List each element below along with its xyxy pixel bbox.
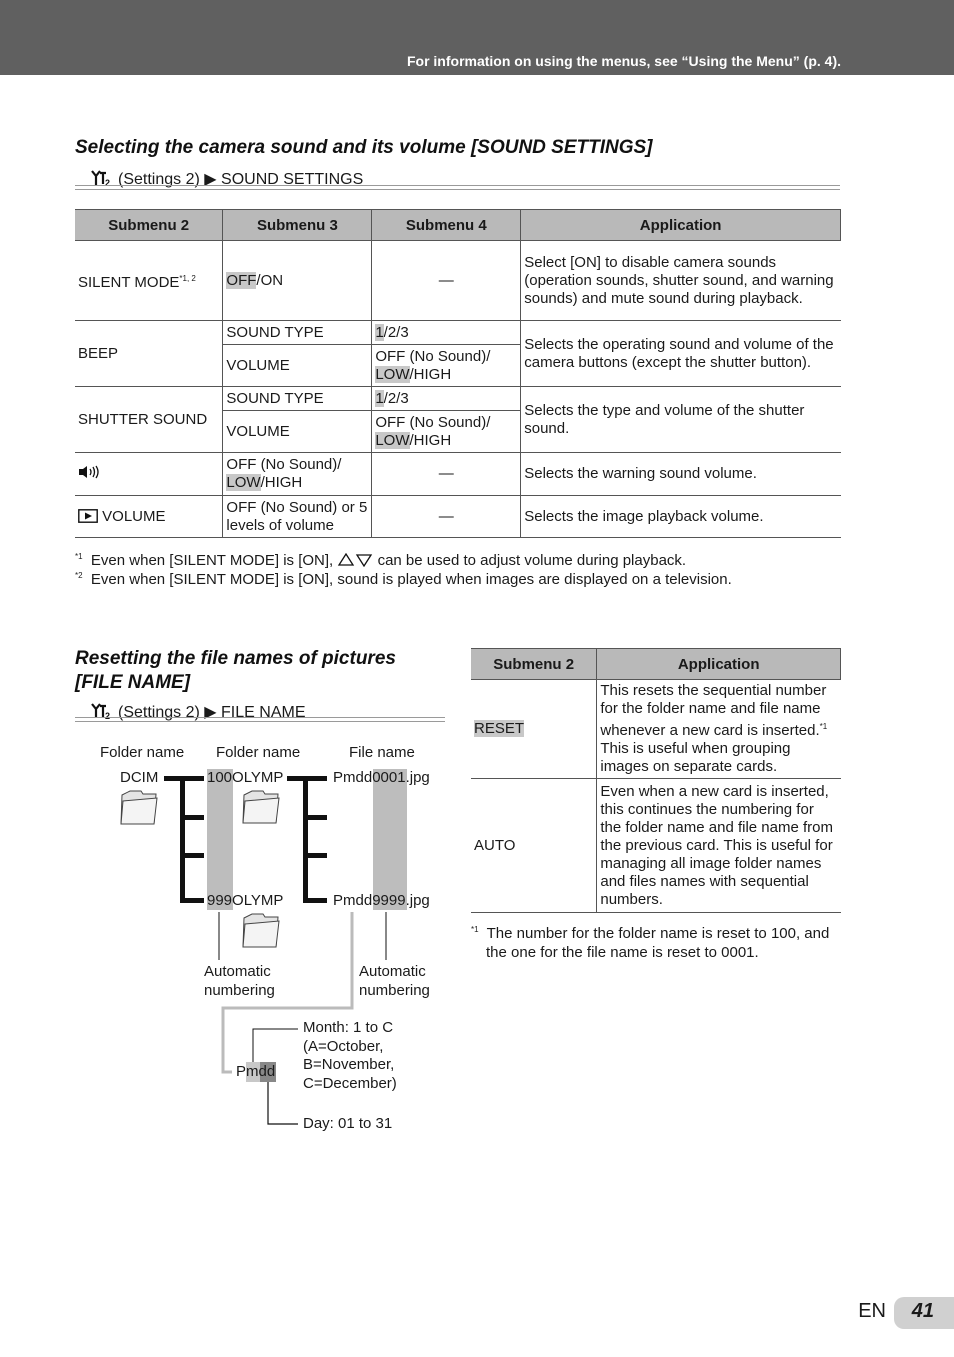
table-header-row [471, 649, 841, 680]
warning-app: Selects the warning sound volume. [521, 453, 841, 496]
col-folder-name-1: Folder name [100, 744, 185, 761]
file-name-footnote: $^{*1}$ The number for the folder name is reset to 100, and the one for the file name is reset to 0001. [471, 925, 830, 961]
playback-volume-label: VOLUME [102, 507, 166, 525]
svg-text:2: 2 [105, 711, 111, 720]
auto-app: Even when a new card is inserted, this continues the numbering for the folder name and file name from the previous card. This is useful for managing all image folder names and files names with sequential numbers. [597, 779, 841, 913]
sound-footnote-1: $^{*1}$ Even when [SILENT MODE] is [ON], can be used to adjust volume during playback. [75, 552, 687, 569]
auto-numbering-folder: Automatic numbering [204, 963, 275, 999]
folder-icon [243, 914, 279, 947]
dash-cell: — [372, 453, 521, 496]
shutter-sound-type: SOUND TYPE [223, 387, 372, 411]
col-header: Submenu 2 [471, 649, 597, 680]
header-note: For information on using the menus, see “Using the Menu” (p. 4). [406, 53, 841, 69]
col-header: Submenu 4 [372, 210, 521, 241]
beep-type-options: 1/2/3 [372, 321, 521, 345]
silent-options: OFF/ON [223, 241, 372, 321]
beep-cell: BEEP [75, 321, 223, 387]
crumb-settings: (Settings 2) [118, 704, 200, 721]
beep-volume-options: OFF (No Sound)/ LOW/HIGH [372, 345, 521, 387]
beep-volume: VOLUME [223, 345, 372, 387]
dash-cell: — [372, 241, 521, 321]
pmdd-label: Pmdd [236, 1063, 276, 1080]
reset-app: This resets the sequential number for the folder name and file name whenever a new card is inserted.$^{*1}$ This is useful when grouping images on separate cards. [597, 680, 841, 779]
col-header: Submenu 3 [223, 210, 372, 241]
sound-settings-title: Selecting the camera sound and its volume [SOUND SETTINGS] [75, 137, 653, 158]
table-row-auto [471, 779, 841, 913]
playback-app: Selects the image playback volume. [521, 496, 841, 538]
file-number-band [373, 769, 407, 910]
auto-numbering-file: Automatic numbering [359, 963, 430, 999]
silent-app: Select [ON] to disable camera sounds (operation sounds, shutter sound, and warning sounds) and mute sound during playback. [521, 241, 841, 321]
reset-cell: RESET [471, 680, 597, 779]
folder-number-band [207, 769, 233, 910]
shutter-type-options: 1/2/3 [372, 387, 521, 411]
folder-999-label: 999OLYMP [207, 892, 284, 909]
sound-footnote-2: $^{*2}$ Even when [SILENT MODE] is [ON], sound is played when images are displayed on a television. [75, 571, 732, 588]
crumb-settings: (Settings 2) [118, 171, 200, 188]
col-folder-name-2: Folder name [216, 744, 301, 761]
table-row-reset [471, 680, 841, 779]
folder-icon [121, 791, 157, 824]
svg-text:2: 2 [105, 178, 111, 187]
col-header: Submenu 2 [75, 210, 223, 241]
shutter-app: Selects the type and volume of the shutter sound. [521, 387, 841, 453]
crumb-item: FILE NAME [221, 704, 306, 721]
shutter-cell: SHUTTER SOUND [75, 387, 223, 453]
file-name-table [471, 648, 841, 913]
shutter-volume-options: OFF (No Sound)/ LOW/HIGH [372, 411, 521, 453]
file-9999-label: Pmdd9999.jpg [333, 892, 430, 909]
folder-icon [243, 791, 279, 823]
dcim-label: DCIM [120, 769, 159, 786]
shutter-volume: VOLUME [223, 411, 372, 453]
beep-sound-type: SOUND TYPE [223, 321, 372, 345]
language-label: EN [858, 1300, 886, 1322]
file-name-title: Resetting the file names of pictures [FILE NAME] [75, 648, 396, 693]
month-legend: Month: 1 to C (A=October, B=November, C=December) [303, 1019, 397, 1092]
col-file-name: File name [349, 744, 415, 761]
crumb-arrow-icon: ▶ [204, 171, 217, 188]
col-header: Application [521, 210, 841, 241]
crumb-item: SOUND SETTINGS [221, 171, 364, 188]
col-header: Application [597, 649, 841, 680]
playback-options: OFF (No Sound) or 5 levels of volume [223, 496, 372, 538]
beep-app: Selects the operating sound and volume of the camera buttons (except the shutter button). [521, 321, 841, 387]
page-number: 41 [911, 1300, 934, 1322]
file-0001-label: Pmdd0001.jpg [333, 769, 430, 786]
folder-100-label: 100OLYMP [207, 769, 284, 786]
dash-cell: — [372, 496, 521, 538]
crumb-arrow-icon: ▶ [204, 704, 217, 721]
silent-mode-cell: SILENT MODE$^{*1, 2}$ [75, 241, 223, 321]
warning-options: OFF (No Sound)/ LOW/HIGH [223, 453, 372, 496]
day-legend: Day: 01 to 31 [303, 1115, 393, 1132]
auto-cell: AUTO [471, 779, 597, 913]
